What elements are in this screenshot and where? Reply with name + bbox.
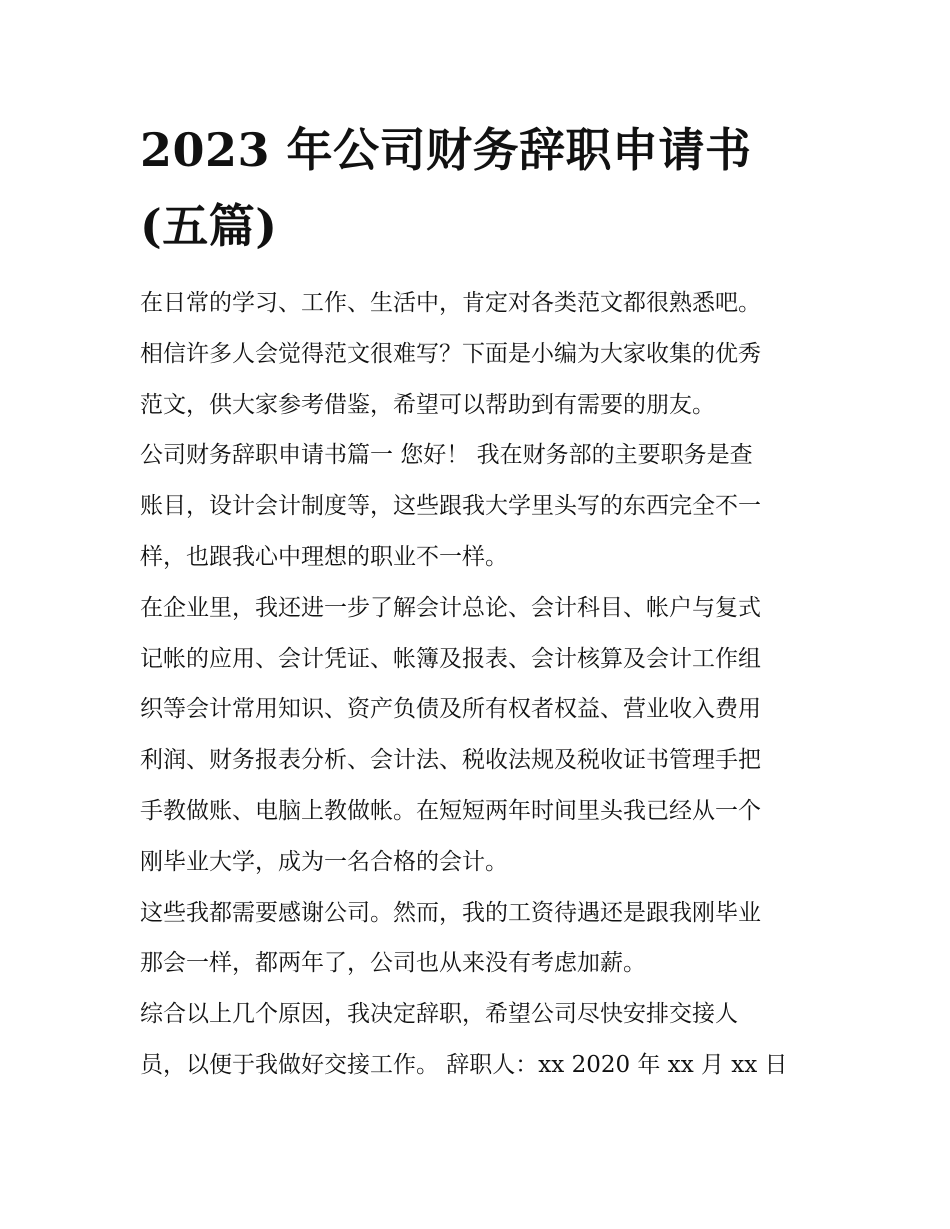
text-line: 综合以上几个原因，我决定辞职，希望公司尽快安排交接人 (140, 1001, 738, 1028)
text-line: 相信许多人会觉得范文很难写？下面是小编为大家收集的优秀 (140, 340, 761, 367)
document-title (140, 112, 820, 264)
text-line: 账目，设计会计制度等，这些跟我大学里头写的东西完全不一 (140, 493, 761, 520)
text-line: 在日常的学习、工作、生活中，肯定对各类范文都很熟悉吧。 (140, 290, 761, 316)
text-line: 这些我都需要感谢公司。然而，我的工资待遇还是跟我刚毕业 (140, 899, 761, 926)
text-line: 员，以便于我做好交接工作。 辞职人：xx 2020 年 xx 月 xx 日 (140, 1051, 788, 1078)
title-line: (五篇) (140, 199, 278, 253)
text-line: 手教做账、电脑上教做帐。在短短两年时间里头我已经从一个 (140, 797, 761, 824)
paragraph-conclusion (140, 989, 820, 1091)
paragraph-experience (140, 583, 820, 888)
text-line: 利润、财务报表分析、会计法、税收法规及税收证书管理手把 (140, 747, 761, 774)
text-line: 在企业里，我还进一步了解会计总论、会计科目、帐户与复式 (140, 594, 761, 621)
title-line: 2023 年公司财务辞职申请书 (140, 123, 752, 177)
text-line: 样，也跟我心中理想的职业不一样。 (140, 543, 508, 570)
text-line: 那会一样，都两年了，公司也从来没有考虑加薪。 (140, 950, 646, 977)
text-line: 刚毕业大学，成为一名合格的会计。 (140, 848, 508, 875)
paragraph-letter-one (140, 430, 820, 582)
document-body (140, 278, 820, 1091)
text-line: 记帐的应用、会计凭证、帐簿及报表、会计核算及会计工作组 (140, 645, 761, 672)
text-line: 范文，供大家参考借鉴，希望可以帮助到有需要的朋友。 (140, 391, 715, 418)
paragraph-salary (140, 888, 820, 990)
paragraph-intro (140, 278, 820, 430)
text-line: 公司财务辞职申请书篇一 您好！ 我在财务部的主要职务是查 (140, 442, 753, 469)
text-line: 织等会计常用知识、资产负债及所有权者权益、营业收入费用 (140, 696, 761, 723)
